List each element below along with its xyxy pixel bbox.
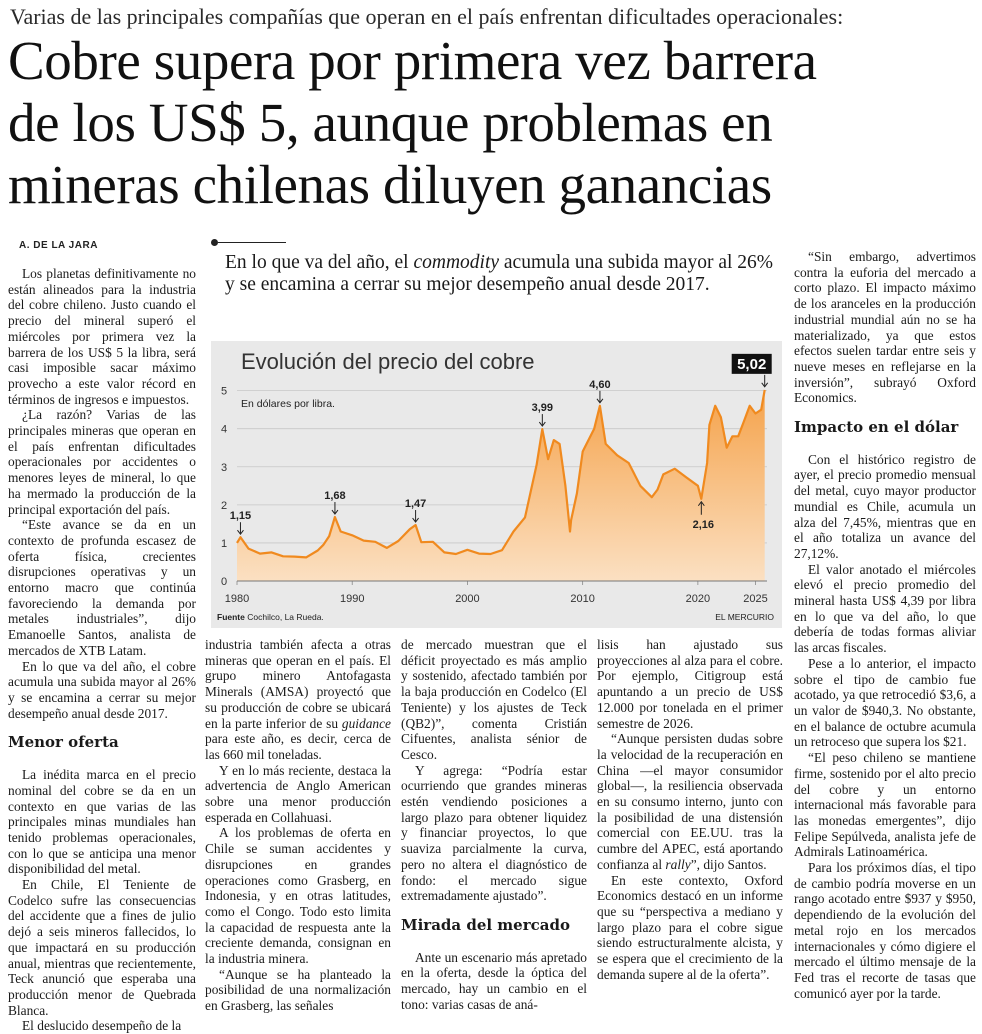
chart-unit-label: En dólares por libra. — [241, 398, 335, 410]
chart-source-text: Cochilco, La Rueda. — [247, 612, 324, 622]
paragraph — [597, 731, 783, 872]
paragraph: “Sin embargo, advertimos contra la euforia del mercado a corto plazo. El impacto máximo de los aranceles en la producción industrial mundial aún no se ha materializado, ya que estos efectos suelen tardar entre seis y nueve meses en reflejarse en la inversión”, subrayó Oxford Economics. — [794, 249, 976, 406]
annotation-label: 2,16 — [692, 518, 715, 531]
paragraph: El valor anotado el miércoles elevó el precio promedio del mineral hasta US$ 4,39 por libra en lo que va del año, lo que debería de todas formas aliviar las arcas fiscales. — [794, 561, 976, 656]
paragraph: Ante un escenario más apretado en la oferta, desde la óptica del mercado, hay un cambio en el tono: varias casas de aná- — [401, 949, 587, 1012]
headline-line: Cobre supera por primera vez barrera — [8, 30, 817, 91]
text-emphasis: guidance — [341, 715, 391, 731]
y-tick-label: 5 — [221, 385, 228, 398]
annotation-label: 1,68 — [324, 490, 346, 503]
text-run: ”, dijo Santos. — [690, 856, 767, 872]
x-tick-label: 1990 — [339, 593, 365, 605]
chart-brand: EL MERCURIO — [715, 612, 774, 622]
lede-text: acumula una subida mayor al 26% y se encamina a cerrar su mejor desempeño anual desde 2017. — [225, 252, 774, 295]
lede — [225, 252, 785, 296]
annotation-label: 5,02 — [737, 355, 767, 373]
lede-rule-dot — [211, 239, 218, 246]
y-tick-label: 3 — [221, 461, 228, 474]
paragraph: Los planetas definitivamente no están alineados para la industria del cobre chileno. Justo cuando el precio del mineral superó el miércoles por primera vez la barrera de los US$ 5 la libra, será casi imposible sacar máximo provecho a este valor récord en términos de ingresos e impuestos. — [8, 266, 196, 407]
chart-source — [217, 612, 324, 622]
subheading-menor-oferta: Menor oferta — [8, 733, 119, 752]
kicker: Varias de las principales compañías que operan en el país enfrentan dificultades operacionales: — [10, 4, 844, 29]
paragraph: Para los próximos días, el tipo de cambio podría moverse en un rango acotado entre $937 y $950, dependiendo de la evolución del metal rojo en los mercados internacionales y cómo digiere el mercado el último mensaje de la Fed tras el recorte de tasas que comunicó ayer por la tarde. — [794, 860, 976, 1001]
paragraph: A los problemas de oferta en Chile se suman accidentes y disrupciones en grandes operaciones como Grasberg, en Indonesia, y en otras latitudes, como el Congo. Todo esto limita la capacidad de respuesta ante la creciente demanda, consignan en la industria minera. — [205, 825, 391, 967]
y-tick-label: 1 — [221, 537, 228, 550]
lede-rule-line — [218, 242, 286, 243]
paragraph: Y en lo más reciente, destaca la advertencia de Anglo American sobre una menor producción esperada en Collahuasi. — [205, 762, 391, 825]
headline-line: de los US$ 5, aunque problemas en — [8, 92, 773, 153]
article-column-1 — [8, 266, 196, 1034]
byline: A. DE LA JARA — [19, 240, 98, 251]
headline — [8, 30, 978, 216]
annotation-label: 1,47 — [404, 498, 427, 511]
annotation-label: 3,99 — [531, 402, 554, 415]
lede-text: En lo que va del año, el — [225, 252, 414, 273]
x-tick-label: 2010 — [570, 593, 595, 605]
x-tick-label: 2020 — [685, 593, 711, 605]
paragraph: La inédita marca en el precio nominal del cobre se da en un contexto en que varias de las principales minas mundiales han tenido problemas operacionales, con lo que se anticipa una menor disponibilidad del metal. — [8, 767, 196, 877]
paragraph: ¿La razón? Varias de las principales mineras que operan en el país enfrentan dificultades operacionales por accidentes o menores leyes de mineral, lo que ha mermado la producción de la principal exportación del país. — [8, 407, 196, 517]
paragraph — [205, 637, 391, 763]
paragraph: Con el histórico registro de ayer, el precio promedio mensual del metal, cuyo mayor productor mundial es Chile, acumula un alza del 7,45%, mientras que en el año totaliza un avance del 27,12%. — [794, 451, 976, 561]
subheading-mirada-mercado: Mirada del mercado — [401, 915, 570, 934]
lede-emphasis: commodity — [413, 252, 500, 273]
article-column-4 — [597, 637, 783, 982]
article-column-3 — [401, 637, 587, 1012]
chart-plot — [211, 341, 782, 628]
x-tick-label: 2000 — [455, 593, 480, 605]
chart-title: Evolución del precio del cobre — [241, 349, 535, 374]
paragraph: de mercado muestran que el déficit proyectado es más amplio y sostenido, afectado también por la baja producción en Codelco (El Teniente) y los ajustes de Teck (QB2)”, comenta Cristián Cifuentes, analista sénior de Cesco. — [401, 637, 587, 762]
annotation-label: 4,60 — [589, 378, 611, 391]
article-column-5 — [794, 249, 976, 1001]
text-run: para este año, es decir, cerca de las 660 mil toneladas. — [205, 731, 391, 762]
copper-price-chart — [211, 341, 782, 628]
paragraph: Pese a lo anterior, el impacto sobre el tipo de cambio fue acotado, ya que retrocedió $3,6, a un valor de $940,3. No obstante, en el balance de octubre acumula un retroceso que supera los $21. — [794, 655, 976, 750]
annotation-label: 1,15 — [229, 510, 252, 523]
paragraph: “Aunque se ha planteado la posibilidad de una normalización en Grasberg, las señales — [205, 966, 391, 1014]
article-column-2 — [205, 637, 391, 1014]
text-run: industria también afecta a otras mineras que operan en el país. El grupo minero Antofagasta Minerals (AMSA) proyectó que su producción de cobre se ubicará en la parte inferior de su — [205, 637, 391, 731]
text-emphasis: rally — [665, 856, 691, 872]
chart-source-label: Fuente — [217, 612, 245, 622]
paragraph: En Chile, El Teniente de Codelco sufre las consecuencias del accidente que a fines de julio dejó a seis mineros fallecidos, lo que impactará en su producción anual, mientras que recientemente, Teck anunció que esperaba una producción menor de Quebrada Blanca. — [8, 877, 196, 1018]
paragraph: lisis han ajustado sus proyecciones al alza para el cobre. Por ejemplo, Citigroup está apuntando a un precio de US$ 12.000 por tonelada en el primer semestre de 2026. — [597, 637, 783, 731]
x-tick-label: 2025 — [743, 593, 768, 605]
paragraph: “Este avance se da en un contexto de profunda escasez de oferta física, crecientes disrupciones operativas y un entorno macro que continúa favoreciendo la demanda por metales industriales”, dijo Emanoelle Santos, analista de mercados de XTB Latam. — [8, 517, 196, 658]
paragraph: “El peso chileno se mantiene firme, sostenido por el alto precio del cobre y un entorno internacional más favorable para las monedas emergentes”, dijo Felipe Sepúlveda, analista jefe de Admirals Latinoamérica. — [794, 750, 976, 860]
x-tick-label: 1980 — [224, 593, 250, 605]
paragraph: Y agrega: “Podría estar ocurriendo que grandes mineras estén vendiendo posiciones a largo plazo para obtener liquidez y financiar proyectos, lo que suaviza parcialmente la curva, pero no altera el diagnóstico de fondo: el mercado sigue extremadamente ajustado”. — [401, 762, 587, 904]
y-tick-label: 0 — [221, 576, 228, 588]
y-tick-label: 2 — [221, 499, 228, 512]
paragraph: En lo que va del año, el cobre acumula una subida mayor al 26% y se encamina a cerrar su mejor desempeño anual desde 2017. — [8, 658, 196, 721]
headline-line: mineras chilenas diluyen ganancias — [8, 154, 772, 215]
y-tick-label: 4 — [221, 423, 228, 436]
text-run: “Aunque persisten dudas sobre la velocidad de la recuperación en China —el mayor consumidor global—, la resiliencia observada en su consumo interno, junto con la posibilidad de una distensión comercial con EE.UU. tras la cumbre del APEC, está aportando confianza al — [597, 731, 783, 872]
paragraph: En este contexto, Oxford Economics destacó en un informe que su “perspectiva a mediano y largo plazo para el cobre sigue siendo estructuralmente alcista, y se espera que el crecimiento de la demanda supere al de la oferta”. — [597, 872, 783, 982]
subheading-impacto-dolar: Impacto en el dólar — [794, 418, 959, 437]
paragraph: El deslucido desempeño de la — [22, 1018, 182, 1034]
